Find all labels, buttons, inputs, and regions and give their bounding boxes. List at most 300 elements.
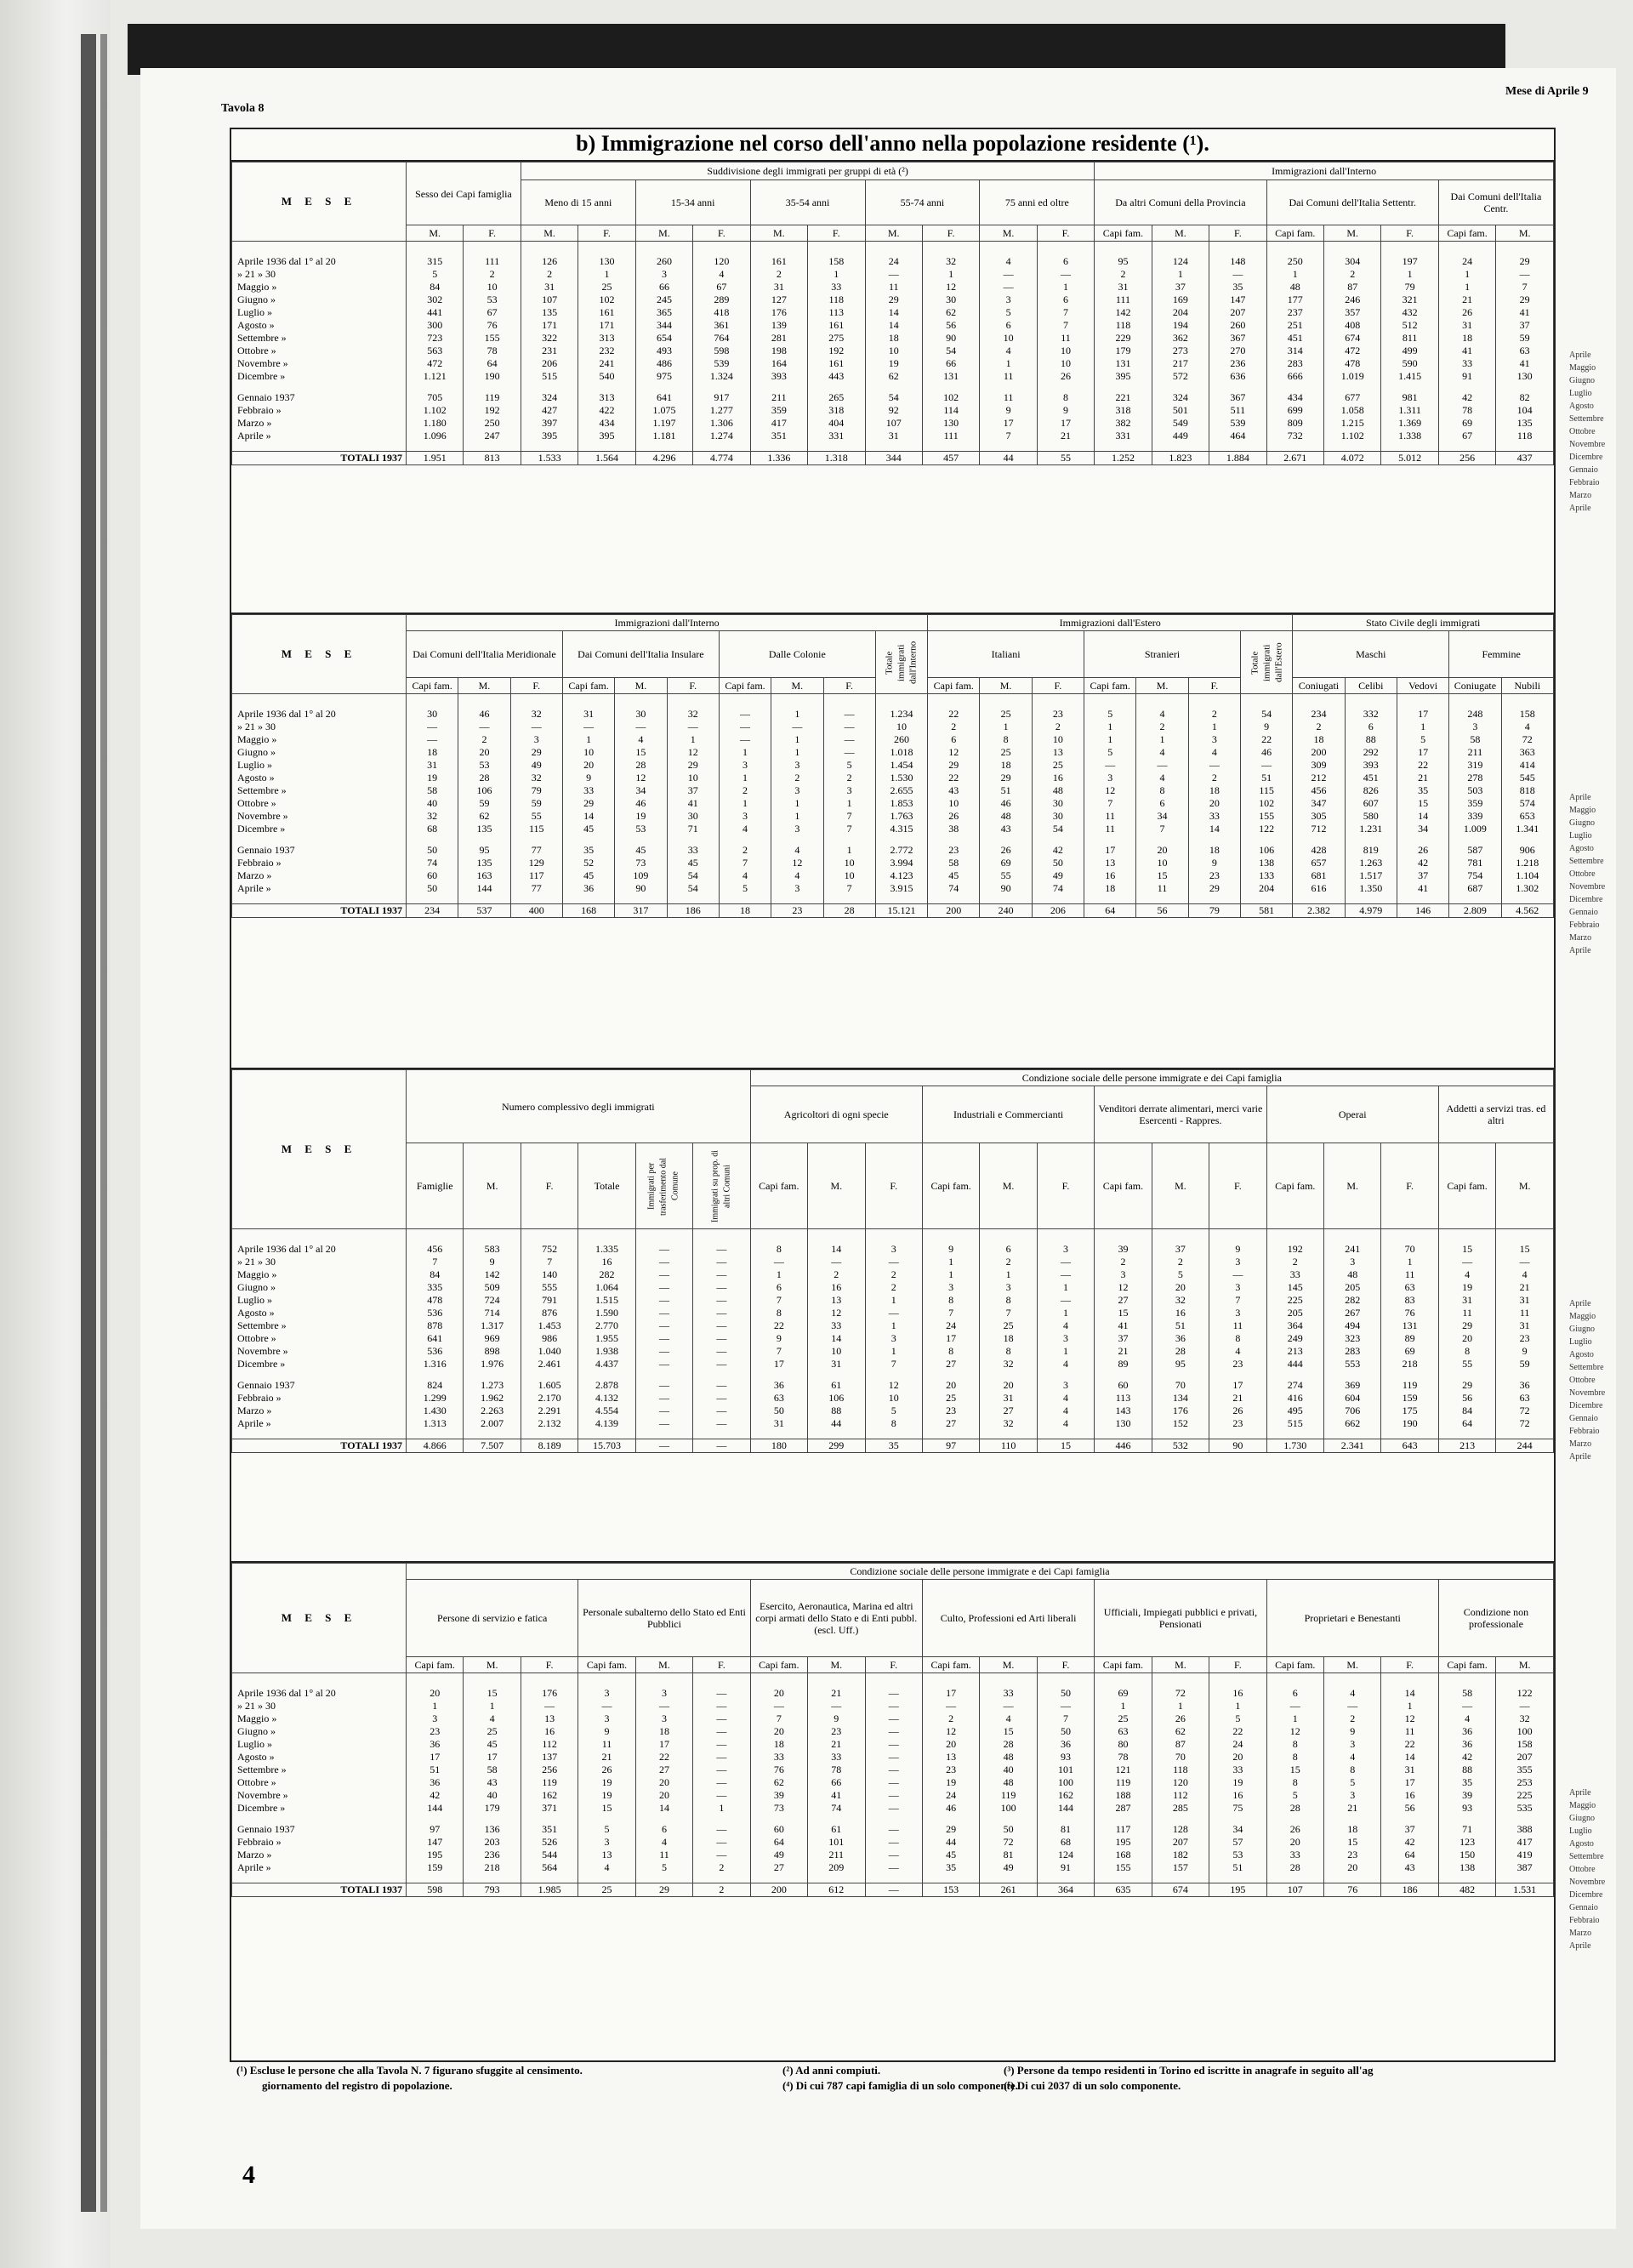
table-cell: 164 xyxy=(750,357,807,370)
table-cell: 8 xyxy=(1266,1751,1323,1764)
table-cell: 40 xyxy=(980,1764,1037,1776)
table-cell: 14 xyxy=(865,319,922,332)
table-cell: 1 xyxy=(1084,721,1136,733)
table-cell: — xyxy=(693,1700,750,1712)
table-cell: 87 xyxy=(1324,281,1381,293)
spacer-cell xyxy=(1438,242,1495,256)
table-cell: 74 xyxy=(407,857,458,869)
table-cell: — xyxy=(865,1823,922,1836)
table-cell: 21 xyxy=(1438,293,1495,306)
table-cell: 76 xyxy=(464,319,521,332)
spacer-cell xyxy=(1381,1430,1438,1439)
month-label: Agosto » xyxy=(232,319,407,332)
table-cell: 8 xyxy=(980,1294,1037,1307)
spacer-cell xyxy=(232,1673,407,1688)
spacer-cell xyxy=(407,242,464,256)
table-cell: 84 xyxy=(1438,1405,1495,1417)
table-cell: 7 xyxy=(719,857,771,869)
spacer-cell xyxy=(521,1430,578,1439)
table-cell: — xyxy=(562,721,614,733)
table-cell: — xyxy=(635,1392,692,1405)
table-cell: 3 xyxy=(719,759,771,772)
table-cell: 10 xyxy=(928,797,980,810)
table-cell: 60 xyxy=(750,1823,807,1836)
table-cell: 195 xyxy=(1095,1836,1152,1849)
table-cell: 432 xyxy=(1381,306,1438,319)
month-label: Dicembre » xyxy=(232,823,407,835)
spacer-cell xyxy=(1496,1229,1554,1244)
table-cell: 23 xyxy=(928,844,980,857)
table-row xyxy=(232,404,1554,417)
table-cell: 35 xyxy=(1209,281,1266,293)
spacer-cell xyxy=(1095,1874,1152,1883)
table-cell: 1 xyxy=(1381,1256,1438,1268)
table-cell: 8 xyxy=(922,1294,979,1307)
table-cell: 539 xyxy=(1209,417,1266,430)
table-cell: — xyxy=(980,268,1037,281)
table-cell: 58 xyxy=(928,857,980,869)
table-cell: 9 xyxy=(578,1725,635,1738)
table-cell: 9 xyxy=(750,1332,807,1345)
spacer-cell xyxy=(562,835,614,844)
table-cell: 140 xyxy=(521,1268,578,1281)
column-header: Immigrati su prop. di altri Comuni xyxy=(693,1143,750,1229)
table-cell: — xyxy=(693,1256,750,1268)
table-origin-civil-status xyxy=(231,614,1554,918)
table-cell: 253 xyxy=(1496,1776,1554,1789)
table-cell: 677 xyxy=(1324,391,1381,404)
subgroup-header: Da altri Comuni della Provincia xyxy=(1095,180,1266,225)
total-cell: 1.951 xyxy=(407,452,464,465)
total-cell: 261 xyxy=(980,1883,1037,1897)
table-cell: — xyxy=(693,1319,750,1332)
spacer-cell xyxy=(928,835,980,844)
spacer-cell xyxy=(1438,1229,1495,1244)
spacer-cell xyxy=(719,694,771,709)
table-cell: 1.415 xyxy=(1381,370,1438,383)
table-cell: 3 xyxy=(865,1332,922,1345)
table-cell: 62 xyxy=(750,1776,807,1789)
table-cell: 90 xyxy=(922,332,979,345)
table-cell: 443 xyxy=(808,370,865,383)
table-cell: 1 xyxy=(865,1319,922,1332)
table-cell: 31 xyxy=(1095,281,1152,293)
table-cell: 1.306 xyxy=(693,417,750,430)
table-cell: 6 xyxy=(750,1281,807,1294)
total-cell: 56 xyxy=(1136,904,1188,918)
table-cell: — xyxy=(1084,759,1136,772)
table-cell: 274 xyxy=(1266,1379,1323,1392)
table-cell: 754 xyxy=(1449,869,1501,882)
table-cell: 157 xyxy=(1152,1861,1209,1874)
table-cell: 7 xyxy=(980,430,1037,442)
table-cell: 158 xyxy=(808,255,865,268)
total-label: TOTALI 1937 xyxy=(232,1883,407,1897)
spacer-row xyxy=(232,1673,1554,1688)
table-cell: 7 xyxy=(1037,306,1094,319)
table-cell: 117 xyxy=(510,869,562,882)
table-cell: 29 xyxy=(922,1823,979,1836)
table-cell: 16 xyxy=(578,1256,635,1268)
column-header: F. xyxy=(521,1657,578,1673)
table-cell: 39 xyxy=(1438,1789,1495,1802)
table-cell: 493 xyxy=(635,345,692,357)
total-cell: 107 xyxy=(1266,1883,1323,1897)
spacer-cell xyxy=(750,1370,807,1379)
table-cell: 8 xyxy=(1209,1332,1266,1345)
spacer-cell xyxy=(407,1874,464,1883)
table-cell: 51 xyxy=(407,1764,464,1776)
total-cell: 195 xyxy=(1209,1883,1266,1897)
table-cell: 428 xyxy=(1293,844,1345,857)
table-cell: 135 xyxy=(458,823,510,835)
table-cell: 300 xyxy=(407,319,464,332)
table-cell: 464 xyxy=(1209,430,1266,442)
table-cell: 2.007 xyxy=(464,1417,521,1430)
table-cell: 7 xyxy=(823,823,875,835)
table-row xyxy=(232,810,1554,823)
table-cell: 119 xyxy=(980,1789,1037,1802)
total-cell: 1.533 xyxy=(521,452,578,465)
total-cell: 482 xyxy=(1438,1883,1495,1897)
table-cell: 137 xyxy=(521,1751,578,1764)
spacer-cell xyxy=(693,1815,750,1823)
table-cell: 654 xyxy=(635,332,692,345)
running-header: Mese di Aprile 9 xyxy=(1505,85,1589,98)
total-cell: 15.121 xyxy=(875,904,927,918)
total-cell: 612 xyxy=(808,1883,865,1897)
table-cell: 419 xyxy=(1496,1849,1554,1861)
table-cell: 287 xyxy=(1095,1802,1152,1815)
month-label: Aprile 1936 dal 1° al 20 xyxy=(232,708,407,721)
table-cell: 69 xyxy=(1095,1687,1152,1700)
table-cell: — xyxy=(750,1256,807,1268)
spacer-row xyxy=(232,1229,1554,1244)
table-cell: 604 xyxy=(1324,1392,1381,1405)
table-cell: 13 xyxy=(808,1294,865,1307)
table-cell: 50 xyxy=(407,844,458,857)
table-row xyxy=(232,1345,1554,1358)
table-cell: 57 xyxy=(1209,1836,1266,1849)
spacer-cell xyxy=(928,694,980,709)
table-cell: 544 xyxy=(521,1849,578,1861)
table-cell: 22 xyxy=(1397,759,1448,772)
table-row xyxy=(232,1764,1554,1776)
table-cell: 724 xyxy=(464,1294,521,1307)
table-cell: 347 xyxy=(1293,797,1345,810)
subgroup-header: 55-74 anni xyxy=(865,180,980,225)
margin-month: Aprile xyxy=(1569,350,1591,360)
spacer-cell xyxy=(1266,1673,1323,1688)
table-cell: 56 xyxy=(922,319,979,332)
column-header: F. xyxy=(667,678,719,694)
spacer-cell xyxy=(232,1370,407,1379)
table-cell: 322 xyxy=(521,332,578,345)
table-cell: 144 xyxy=(1037,1802,1094,1815)
table-cell: — xyxy=(1241,759,1293,772)
table-cell: — xyxy=(1037,1268,1094,1281)
table-cell: 176 xyxy=(1152,1405,1209,1417)
table-cell: 2.263 xyxy=(464,1405,521,1417)
spacer-cell xyxy=(1209,1874,1266,1883)
column-header: Capi fam. xyxy=(719,678,771,694)
table-cell: 48 xyxy=(1266,281,1323,293)
table-cell: 31 xyxy=(1496,1319,1554,1332)
spacer-cell xyxy=(980,383,1037,391)
table-cell: — xyxy=(1037,268,1094,281)
table-number: Tavola 8 xyxy=(221,102,265,115)
table-cell: — xyxy=(693,1281,750,1294)
footnote-1: (¹) Escluse le persone che alla Tavola N. 7 figurano sfuggite al censimento. xyxy=(236,2064,583,2077)
table-row xyxy=(232,281,1554,293)
table-cell: 26 xyxy=(928,810,980,823)
table-cell: 58 xyxy=(1449,733,1501,746)
table-cell: 3 xyxy=(635,1712,692,1725)
table-cell: 124 xyxy=(1037,1849,1094,1861)
spacer-cell xyxy=(1293,694,1345,709)
table-cell: 13 xyxy=(1084,857,1136,869)
table-cell: 158 xyxy=(1501,708,1553,721)
table-cell: 115 xyxy=(510,823,562,835)
column-header: Capi fam. xyxy=(407,678,458,694)
table-cell: 4.139 xyxy=(578,1417,635,1430)
total-cell: 79 xyxy=(1188,904,1240,918)
table-cell: 60 xyxy=(407,869,458,882)
table-row xyxy=(232,1405,1554,1417)
table-cell: 9 xyxy=(922,1243,979,1256)
spacer-cell xyxy=(1397,835,1448,844)
subgroup-header: Proprietari e Benestanti xyxy=(1266,1580,1438,1657)
table-cell: 43 xyxy=(928,784,980,797)
column-header: F. xyxy=(693,1657,750,1673)
spacer-cell xyxy=(693,242,750,256)
table-cell: 4 xyxy=(693,268,750,281)
table-cell: 10 xyxy=(667,772,719,784)
table-cell: 4 xyxy=(615,733,667,746)
total-cell: 457 xyxy=(922,452,979,465)
table-cell: 20 xyxy=(458,746,510,759)
month-label: Gennaio 1937 xyxy=(232,1823,407,1836)
table-cell: 324 xyxy=(1152,391,1209,404)
subgroup-header: Ufficiali, Impiegati pubblici e privati, Pensionati xyxy=(1095,1580,1266,1657)
total-label: TOTALI 1937 xyxy=(232,904,407,918)
table-cell: 819 xyxy=(1345,844,1397,857)
table-cell: 18 xyxy=(1438,332,1495,345)
margin-month: Febbraio xyxy=(1569,920,1600,930)
table-cell: 21 xyxy=(1496,1281,1554,1294)
table-cell: 19 xyxy=(1438,1281,1495,1294)
table-cell: 10 xyxy=(1136,857,1188,869)
spacer-cell xyxy=(1266,242,1323,256)
table-cell: 7 xyxy=(1496,281,1554,293)
table-cell: 97 xyxy=(407,1823,464,1836)
spacer-row xyxy=(232,1370,1554,1379)
table-cell: 10 xyxy=(865,345,922,357)
spacer-cell xyxy=(922,1430,979,1439)
table-cell: 16 xyxy=(1152,1307,1209,1319)
column-header: M. xyxy=(771,678,823,694)
spacer-cell xyxy=(693,1370,750,1379)
table-cell: 159 xyxy=(1381,1392,1438,1405)
spacer-cell xyxy=(407,1370,464,1379)
table-cell: 1.590 xyxy=(578,1307,635,1319)
spacer-cell xyxy=(693,442,750,452)
table-cell: 14 xyxy=(1188,823,1240,835)
spacer-cell xyxy=(1496,1815,1554,1823)
table-cell: 1.215 xyxy=(1324,417,1381,430)
table-cell: 21 xyxy=(1037,430,1094,442)
column-header: M. xyxy=(458,678,510,694)
table-cell: 54 xyxy=(1241,708,1293,721)
table-cell: 981 xyxy=(1381,391,1438,404)
spacer-cell xyxy=(1152,1430,1209,1439)
table-cell: 1.234 xyxy=(875,708,927,721)
table-cell: — xyxy=(693,1836,750,1849)
margin-month: Aprile xyxy=(1569,946,1591,955)
table-cell: 1.064 xyxy=(578,1281,635,1294)
margin-month: Febbraio xyxy=(1569,478,1600,487)
table-cell: — xyxy=(922,1700,979,1712)
table-cell: 36 xyxy=(407,1738,464,1751)
spacer-cell xyxy=(1037,242,1094,256)
table-cell: 234 xyxy=(1293,708,1345,721)
table-cell: 418 xyxy=(693,306,750,319)
table-cell: 14 xyxy=(1381,1751,1438,1764)
month-label: Giugno » xyxy=(232,1281,407,1294)
table-cell: 179 xyxy=(1095,345,1152,357)
subgroup-header: Personale subalterno dello Stato ed Enti Pubblici xyxy=(578,1580,750,1657)
table-cell: 54 xyxy=(667,869,719,882)
table-cell: 45 xyxy=(615,844,667,857)
spacer-cell xyxy=(693,1673,750,1688)
table-cell: 723 xyxy=(407,332,464,345)
table-cell: — xyxy=(458,721,510,733)
table-cell: — xyxy=(1496,1700,1554,1712)
spacer-cell xyxy=(1381,1673,1438,1688)
table-cell: 7 xyxy=(1037,319,1094,332)
table-cell: 478 xyxy=(1324,357,1381,370)
table-cell: 67 xyxy=(1438,430,1495,442)
table-cell: 8 xyxy=(922,1345,979,1358)
table-cell: 395 xyxy=(521,430,578,442)
table-cell: 4 xyxy=(980,1712,1037,1725)
table-cell: 18 xyxy=(980,759,1032,772)
table-cell: 148 xyxy=(1209,255,1266,268)
table-cell: 20 xyxy=(980,1379,1037,1392)
table-cell: 131 xyxy=(1095,357,1152,370)
table-cell: 53 xyxy=(458,759,510,772)
table-cell: 1.009 xyxy=(1449,823,1501,835)
table-cell: 48 xyxy=(1032,784,1084,797)
table-cell: 397 xyxy=(521,417,578,430)
table-cell: 130 xyxy=(1095,1417,1152,1430)
spacer-cell xyxy=(1438,1370,1495,1379)
spacer-row xyxy=(232,694,1554,709)
month-label: Ottobre » xyxy=(232,345,407,357)
table-cell: 74 xyxy=(928,882,980,895)
table-cell: 549 xyxy=(1152,417,1209,430)
table-cell: 44 xyxy=(808,1417,865,1430)
table-cell: 1.515 xyxy=(578,1294,635,1307)
table-cell: 4 xyxy=(771,869,823,882)
table-cell: 64 xyxy=(464,357,521,370)
table-cell: 1.341 xyxy=(1501,823,1553,835)
spacer-cell xyxy=(980,895,1032,904)
column-header: M. xyxy=(808,1143,865,1229)
table-cell: 204 xyxy=(1241,882,1293,895)
table-cell: 3 xyxy=(922,1281,979,1294)
spacer-cell xyxy=(1037,442,1094,452)
table-cell: 1 xyxy=(719,797,771,810)
table-cell: — xyxy=(693,1268,750,1281)
column-header: F. xyxy=(521,1143,578,1229)
table-cell: 204 xyxy=(1152,306,1209,319)
table-cell: 607 xyxy=(1345,797,1397,810)
table-cell: 31 xyxy=(980,1392,1037,1405)
table-cell: 59 xyxy=(1496,332,1554,345)
total-cell: 28 xyxy=(823,904,875,918)
spacer-cell xyxy=(922,242,979,256)
table-cell: 41 xyxy=(808,1789,865,1802)
margin-month: Aprile xyxy=(1569,793,1591,802)
spacer-cell xyxy=(578,1815,635,1823)
table-cell: 195 xyxy=(407,1849,464,1861)
table-cell: 48 xyxy=(980,1776,1037,1789)
table-cell: 76 xyxy=(750,1764,807,1776)
column-header: M. xyxy=(808,1657,865,1673)
table-cell: 2 xyxy=(719,844,771,857)
table-cell: 17 xyxy=(635,1738,692,1751)
margin-month: Dicembre xyxy=(1569,895,1603,904)
table-cell: 144 xyxy=(458,882,510,895)
table-cell: 79 xyxy=(510,784,562,797)
column-header: M. xyxy=(1136,678,1188,694)
table-cell: 16 xyxy=(1209,1687,1266,1700)
month-label: Settembre » xyxy=(232,1764,407,1776)
column-header: F. xyxy=(1209,1657,1266,1673)
table-cell: 179 xyxy=(464,1802,521,1815)
table-cell: 4 xyxy=(464,1712,521,1725)
spacer-cell xyxy=(1438,1815,1495,1823)
table-cell: 417 xyxy=(750,417,807,430)
table-cell: 150 xyxy=(1438,1849,1495,1861)
subgroup-header: Venditori derrate alimentari, merci varie Esercenti - Rappres. xyxy=(1095,1086,1266,1143)
margin-month: Gennaio xyxy=(1569,465,1598,475)
table-cell: 31 xyxy=(1438,1294,1495,1307)
table-cell: 37 xyxy=(1095,1332,1152,1345)
table-cell: 63 xyxy=(750,1392,807,1405)
table-cell: 41 xyxy=(1397,882,1448,895)
table-cell: 78 xyxy=(1095,1751,1152,1764)
table-cell: 15 xyxy=(615,746,667,759)
table-cell: 11 xyxy=(1381,1268,1438,1281)
table-cell: 41 xyxy=(667,797,719,810)
table-cell: — xyxy=(771,721,823,733)
table-cell: 78 xyxy=(1438,404,1495,417)
table-cell: — xyxy=(1037,1700,1094,1712)
table-cell: 54 xyxy=(667,882,719,895)
table-cell: 7 xyxy=(1136,823,1188,835)
table-cell: 147 xyxy=(407,1836,464,1849)
table-cell: 49 xyxy=(750,1849,807,1861)
table-cell: 4 xyxy=(1324,1751,1381,1764)
spacer-cell xyxy=(615,835,667,844)
table-cell: 781 xyxy=(1449,857,1501,869)
spacer-cell xyxy=(1501,895,1553,904)
spacer-cell xyxy=(1152,383,1209,391)
month-label: Aprile » xyxy=(232,430,407,442)
table-cell: — xyxy=(693,1789,750,1802)
